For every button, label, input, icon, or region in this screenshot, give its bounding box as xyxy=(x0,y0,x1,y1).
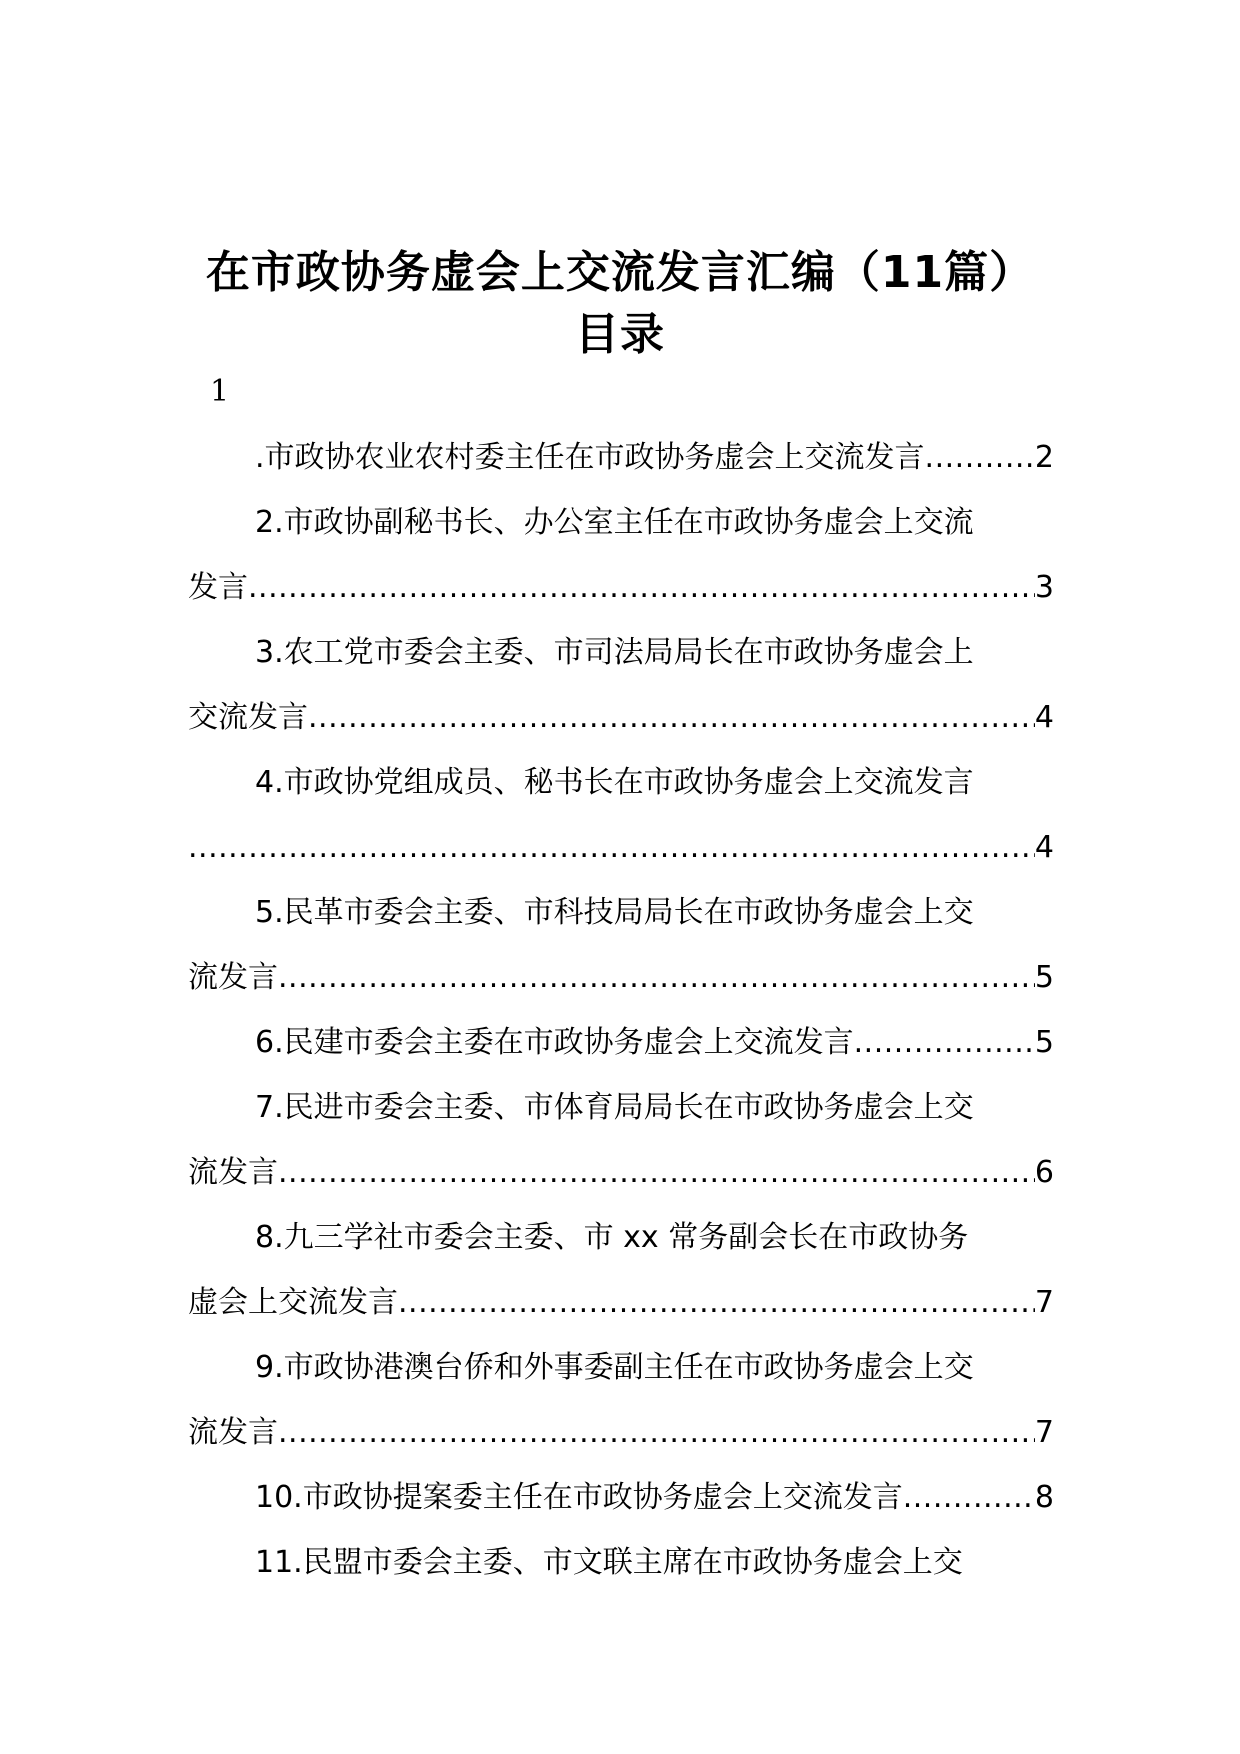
toc-leader-dots xyxy=(308,696,1035,740)
toc-leader-dots xyxy=(188,826,1035,870)
toc-page-number: 5 xyxy=(1034,960,1054,995)
toc-entry-text: 4.市政协党组成员、秘书长在市政协务虚会上交流发言 xyxy=(255,765,974,800)
page-number-marker: 1 xyxy=(210,374,230,409)
toc-leader-dots xyxy=(278,1411,1035,1455)
toc-page-number: 4 xyxy=(1034,830,1054,865)
toc-entry[interactable] xyxy=(188,761,1054,826)
toc-leader-dots xyxy=(903,1476,1035,1520)
toc-leader-dots xyxy=(854,1021,1035,1065)
toc-entry-continuation[interactable] xyxy=(188,1411,1054,1476)
toc-entry[interactable] xyxy=(188,1541,1054,1606)
toc-entry-text: 交流发言 xyxy=(188,700,308,735)
toc-entry[interactable] xyxy=(188,1216,1054,1281)
toc-entry-text: 5.民革市委会主委、市科技局局长在市政协务虚会上交 xyxy=(255,895,974,930)
toc-entry-text: 流发言 xyxy=(188,960,278,995)
toc-entry-text: 9.市政协港澳台侨和外事委副主任在市政协务虚会上交 xyxy=(255,1350,974,1385)
toc-entry-text: 虚会上交流发言 xyxy=(188,1285,398,1320)
toc-entry-continuation[interactable] xyxy=(188,566,1054,631)
toc-page-number: 3 xyxy=(1034,570,1054,605)
toc-entry[interactable] xyxy=(188,1476,1054,1541)
toc-leader-dots xyxy=(925,436,1035,480)
toc-heading: 目录 xyxy=(575,309,665,360)
toc-entry-text: .市政协农业农村委主任在市政协务虚会上交流发言 xyxy=(255,440,925,475)
toc-entry-text: 10.市政协提案委主任在市政协务虚会上交流发言 xyxy=(255,1480,903,1515)
toc-entry-text: 2.市政协副秘书长、办公室主任在市政协务虚会上交流 xyxy=(255,505,974,540)
toc-entry-continuation[interactable] xyxy=(188,826,1054,891)
toc-entry-continuation[interactable] xyxy=(188,1281,1054,1346)
table-of-contents xyxy=(188,436,1054,1606)
toc-entry-text: 7.民进市委会主委、市体育局局长在市政协务虚会上交 xyxy=(255,1090,974,1125)
toc-page-number: 5 xyxy=(1034,1025,1054,1060)
toc-entry-text: 流发言 xyxy=(188,1415,278,1450)
toc-entry-continuation[interactable] xyxy=(188,1151,1054,1216)
toc-page-number: 8 xyxy=(1034,1480,1054,1515)
document-title: 在市政协务虚会上交流发言汇编（11篇） xyxy=(205,247,1035,298)
toc-entry-text: 11.民盟市委会主委、市文联主席在市政协务虚会上交 xyxy=(255,1545,963,1580)
toc-entry[interactable] xyxy=(188,1086,1054,1151)
toc-leader-dots xyxy=(278,956,1035,1000)
toc-page-number: 6 xyxy=(1034,1155,1054,1190)
toc-entry-text: 发言 xyxy=(188,570,248,605)
toc-page-number: 4 xyxy=(1034,700,1054,735)
toc-entry[interactable] xyxy=(188,1021,1054,1086)
toc-entry[interactable] xyxy=(188,1346,1054,1411)
toc-entry-continuation[interactable] xyxy=(188,696,1054,761)
toc-page-number: 7 xyxy=(1034,1285,1054,1320)
toc-leader-dots xyxy=(278,1151,1035,1195)
toc-page-number: 2 xyxy=(1034,440,1054,475)
toc-entry-text: 流发言 xyxy=(188,1155,278,1190)
toc-entry[interactable] xyxy=(188,891,1054,956)
toc-entry-text: 6.民建市委会主委在市政协务虚会上交流发言 xyxy=(255,1025,854,1060)
toc-entry-text: 3.农工党市委会主委、市司法局局长在市政协务虚会上 xyxy=(255,635,974,670)
toc-page-number: 7 xyxy=(1034,1415,1054,1450)
toc-entry[interactable] xyxy=(188,436,1054,501)
toc-entry-text: 8.九三学社市委会主委、市 xx 常务副会长在市政协务 xyxy=(255,1220,969,1255)
toc-leader-dots xyxy=(248,566,1035,610)
toc-entry-continuation[interactable] xyxy=(188,956,1054,1021)
toc-entry[interactable] xyxy=(188,631,1054,696)
toc-leader-dots xyxy=(398,1281,1035,1325)
toc-entry[interactable] xyxy=(188,501,1054,566)
